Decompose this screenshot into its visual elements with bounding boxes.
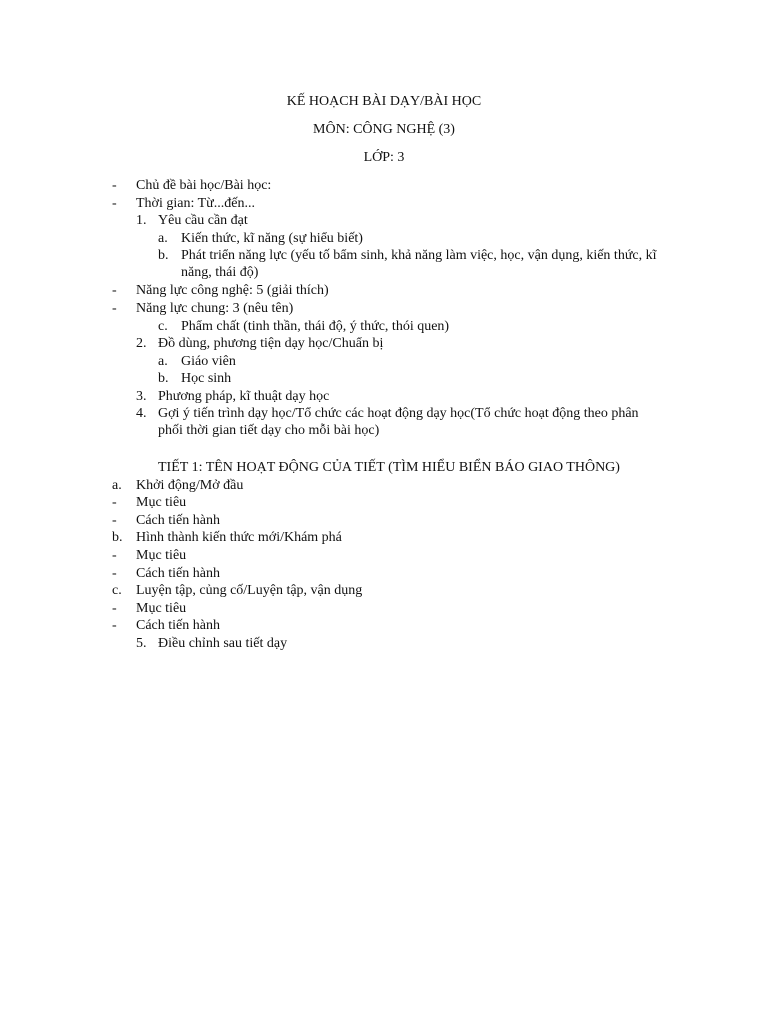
- time-item: Thời gian: Từ...đến...: [136, 196, 255, 211]
- knowledge-item: Kiến thức, kĩ năng (sự hiểu biết): [181, 231, 363, 246]
- objective-item: Mục tiêu: [136, 548, 187, 563]
- objective-item: Mục tiêu: [136, 601, 187, 616]
- suggestion-item: Gợi ý tiến trình dạy học/Tổ chức các hoạt động dạy học(Tổ chức hoạt động theo phân phối thời gian tiết dạy cho mỗi bài học): [158, 406, 639, 438]
- letter-marker: c.: [158, 319, 168, 334]
- letter-marker: a.: [112, 478, 122, 493]
- bullet-dash: -: [112, 513, 117, 528]
- number-marker: 2.: [136, 336, 147, 351]
- bullet-dash: -: [112, 196, 117, 211]
- practice-item: Luyện tập, củng cố/Luyện tập, vận dụng: [136, 583, 363, 598]
- bullet-dash: -: [112, 301, 117, 316]
- capacity-development-item: Phát triển năng lực (yếu tố bẩm sinh, khả năng làm việc, học, vận dụng, kiến thức, kĩ năng, thái độ): [181, 248, 657, 280]
- letter-marker: a.: [158, 354, 168, 369]
- number-marker: 4.: [136, 406, 147, 421]
- topic-item: Chủ đề bài học/Bài học:: [136, 178, 272, 193]
- warmup-item: Khởi động/Mở đầu: [136, 478, 244, 493]
- bullet-dash: -: [112, 178, 117, 193]
- subject-line: MÔN: CÔNG NGHỆ (3): [313, 122, 455, 137]
- general-capacity-item: Năng lực chung: 3 (nêu tên): [136, 301, 294, 316]
- letter-marker: b.: [112, 530, 123, 545]
- bullet-dash: -: [112, 601, 117, 616]
- document-title: KẾ HOẠCH BÀI DẠY/BÀI HỌC: [286, 94, 482, 109]
- tech-capacity-item: Năng lực công nghệ: 5 (giải thích): [136, 283, 329, 298]
- number-marker: 1.: [136, 213, 147, 228]
- letter-marker: c.: [112, 583, 122, 598]
- bullet-dash: -: [112, 618, 117, 633]
- letter-marker: b.: [158, 371, 169, 386]
- grade-line: LỚP: 3: [363, 150, 405, 165]
- materials-item: Đồ dùng, phương tiện dạy học/Chuẩn bị: [158, 336, 384, 351]
- number-marker: 3.: [136, 389, 147, 404]
- student-item: Học sinh: [181, 371, 232, 386]
- procedure-item: Cách tiến hành: [136, 566, 220, 581]
- bullet-dash: -: [112, 548, 117, 563]
- requirements-item: Yêu cầu cần đạt: [158, 213, 248, 228]
- lesson-heading: TIẾT 1: TÊN HOẠT ĐỘNG CỦA TIẾT (TÌM HIỂU BIỂN BÁO GIAO THÔNG): [158, 460, 620, 475]
- adjustment-item: Điều chỉnh sau tiết dạy: [158, 636, 288, 651]
- new-knowledge-item: Hình thành kiến thức mới/Khám phá: [136, 530, 342, 545]
- letter-marker: b.: [158, 248, 169, 263]
- bullet-dash: -: [112, 283, 117, 298]
- teacher-item: Giáo viên: [181, 354, 236, 369]
- objective-item: Mục tiêu: [136, 495, 187, 510]
- procedure-item: Cách tiến hành: [136, 513, 220, 528]
- bullet-dash: -: [112, 495, 117, 510]
- methods-item: Phương pháp, kĩ thuật dạy học: [158, 389, 330, 404]
- number-marker: 5.: [136, 636, 147, 651]
- procedure-item: Cách tiến hành: [136, 618, 220, 633]
- bullet-dash: -: [112, 566, 117, 581]
- qualities-item: Phẩm chất (tinh thần, thái độ, ý thức, thói quen): [181, 319, 450, 334]
- letter-marker: a.: [158, 231, 168, 246]
